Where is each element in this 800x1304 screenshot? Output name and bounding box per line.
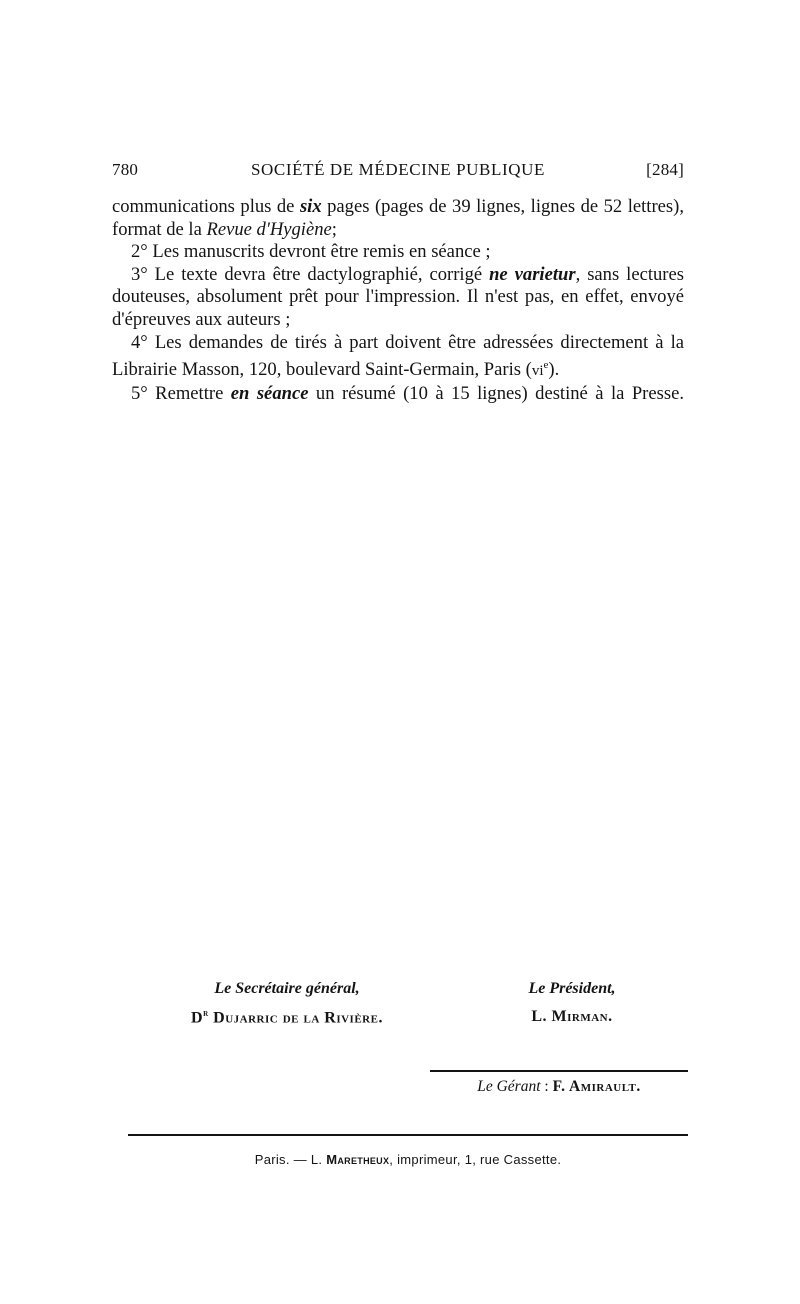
secretary-surname: Dujarric de la Rivière. [208, 1009, 383, 1027]
secretary-title: Le Secrétaire général, [214, 980, 360, 997]
superscript-e: e [543, 359, 549, 372]
title-superscript: r [203, 1008, 209, 1019]
president-signature [512, 980, 632, 1026]
text-run: communications plus de [112, 196, 300, 217]
body-text [112, 196, 684, 406]
text-run: 4° Les demandes de tirés à part doivent être adressées directement à la Librairie Masson, 120, boulevard Saint-Germain, Paris ( [112, 331, 684, 381]
running-head [112, 160, 684, 184]
gerant-name: F. Amirault. [552, 1078, 641, 1095]
journal-name-italic: Revue d'Hygiène [206, 218, 332, 240]
title-prefix: D [191, 1009, 204, 1027]
emphasis-en-seance: en séance [230, 382, 309, 404]
imprint-divider [128, 1134, 688, 1136]
journal-title: SOCIÉTÉ DE MÉDECINE PUBLIQUE [251, 160, 545, 179]
bracketed-page-number: [284] [646, 160, 684, 179]
text-run: ). [548, 359, 560, 381]
page-number: 780 [112, 160, 139, 179]
text-run: un résumé (10 à 15 lignes) destiné à la Presse. [308, 382, 684, 404]
text-run: ; [331, 218, 337, 240]
list-item-5 [112, 383, 684, 406]
list-item-4 [112, 332, 684, 383]
imprint-city: Paris. — L. [254, 1152, 327, 1167]
printer-imprint [128, 1152, 688, 1167]
secretary-name [187, 1008, 387, 1027]
gerant-line [430, 1078, 688, 1096]
text-run: pages (pages de 39 lignes, lignes de 52 lettres), format de la [112, 196, 684, 240]
paragraph-communications [112, 196, 684, 241]
printer-name: Maretheux [326, 1152, 390, 1167]
gerant-label: Le Gérant [477, 1078, 541, 1095]
emphasis-ne-varietur: ne varietur [489, 263, 576, 285]
gerant-divider [430, 1070, 688, 1072]
list-item-3 [112, 264, 684, 332]
list-item-2: 2° Les manuscrits devront être remis en séance ; [131, 241, 491, 263]
president-title: Le Président, [528, 980, 616, 997]
signatures [112, 980, 684, 1040]
president-name: L. Mirman. [531, 1008, 613, 1025]
gerant-separator: : [540, 1078, 553, 1095]
emphasis-six: six [299, 196, 322, 217]
small-roman-numeral: vi [531, 363, 544, 380]
imprint-address: , imprimeur, 1, rue Cassette. [389, 1152, 562, 1167]
text-run: , sans lectures douteuses, absolument prêt pour l'impression. Il n'est pas, en effet, envoyé d'épreuves aux auteurs ; [112, 263, 684, 330]
text-run: 5° Remettre [131, 382, 231, 404]
text-run: 3° Le texte devra être dactylographié, corrigé [131, 263, 490, 285]
secretary-signature [187, 980, 387, 1027]
